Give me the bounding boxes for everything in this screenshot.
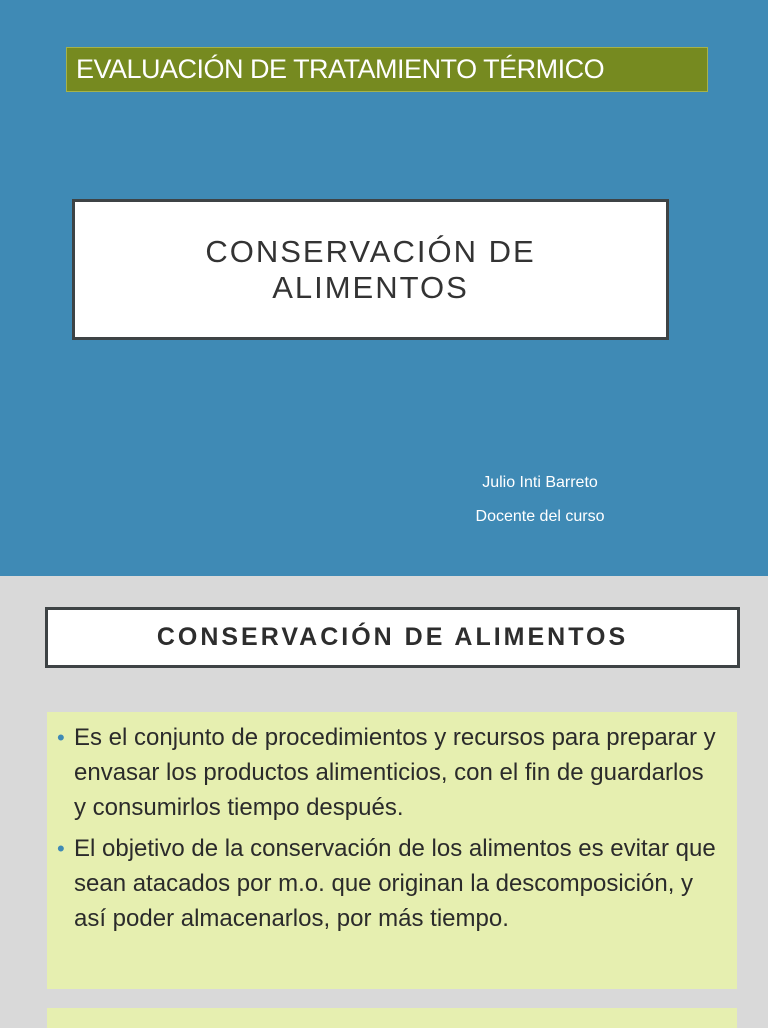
bullet-dot-icon: • bbox=[57, 836, 65, 861]
author-block bbox=[440, 466, 640, 534]
slide-2-title: CONSERVACIÓN DE ALIMENTOS bbox=[156, 623, 629, 651]
content-box bbox=[47, 712, 737, 989]
slide-2-title-box bbox=[45, 607, 740, 668]
slide-title-line-1: CONSERVACIÓN DE bbox=[205, 233, 536, 269]
list-item bbox=[57, 831, 717, 936]
slide-title-line-2: ALIMENTOS bbox=[272, 269, 469, 305]
section-banner: EVALUACIÓN DE TRATAMIENTO TÉRMICO bbox=[66, 47, 708, 92]
list-item bbox=[57, 720, 717, 825]
bullet-text: Es el conjunto de procedimientos y recursos para preparar y envasar los productos alimenticios, con el fin de guardarlos y consumirlos tiempo después. bbox=[74, 724, 716, 821]
next-content-box bbox=[47, 1008, 737, 1028]
author-role: Docente del curso bbox=[475, 508, 605, 525]
bullet-text: El objetivo de la conservación de los alimentos es evitar que sean atacados por m.o. que originan la descomposición, y así poder almacenarlos, por más tiempo. bbox=[74, 835, 716, 932]
bullet-dot-icon: • bbox=[57, 725, 65, 750]
slide-title bbox=[205, 234, 535, 306]
author-name: Julio Inti Barreto bbox=[482, 474, 598, 491]
slide-title-box bbox=[72, 199, 669, 340]
